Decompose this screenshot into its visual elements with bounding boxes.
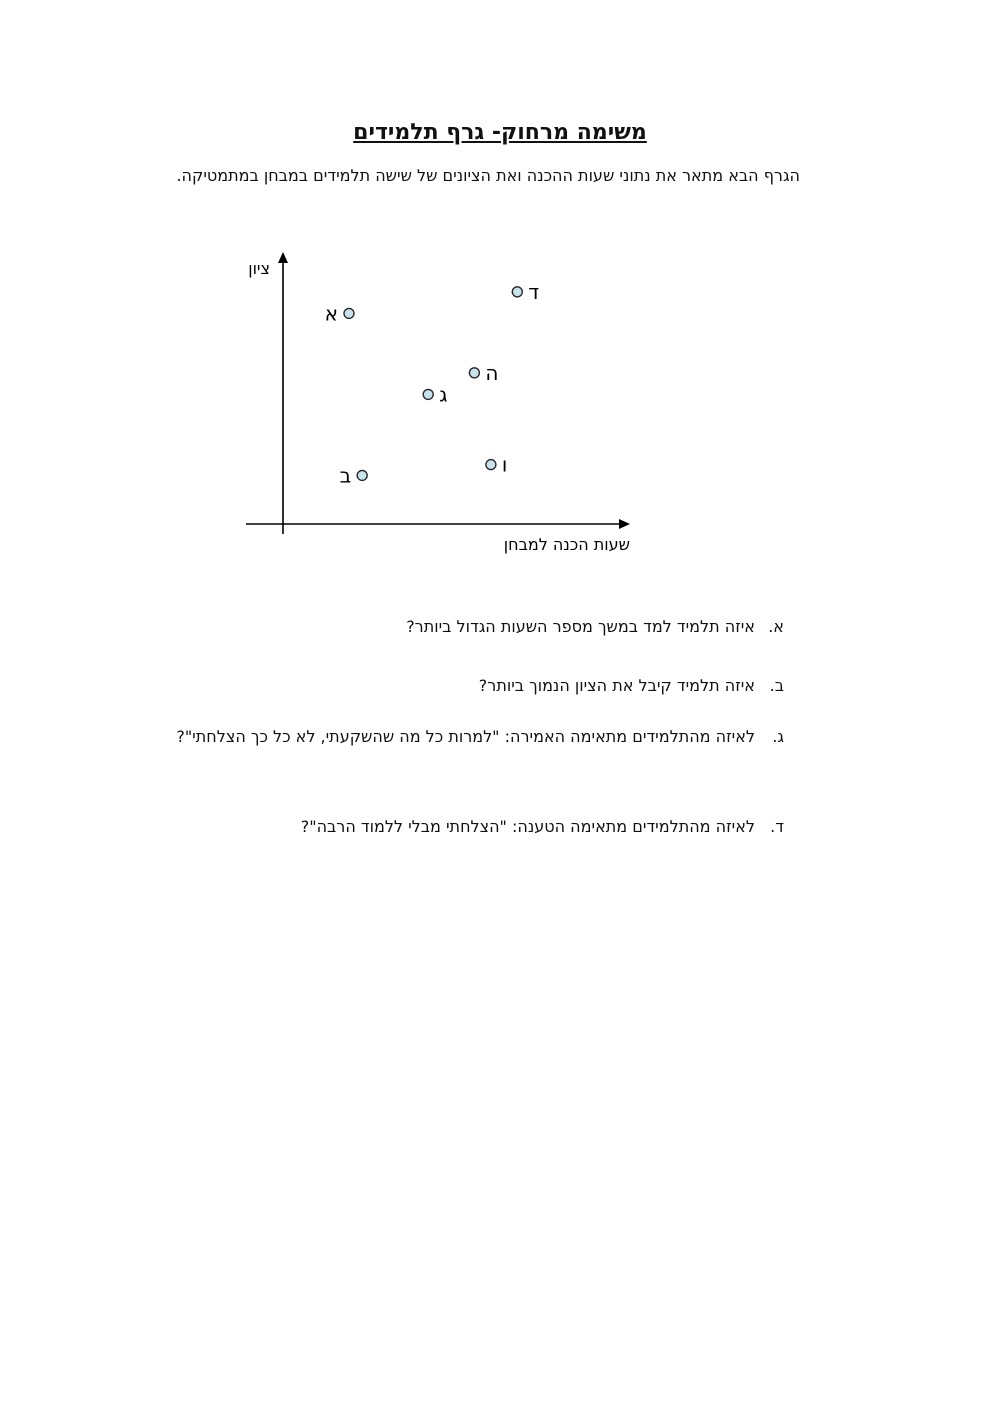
data-point-label-2: ב <box>339 463 352 488</box>
y-axis-arrow-icon <box>278 252 288 263</box>
question-4-number: ד. <box>770 817 784 836</box>
question-1-text: איזה תלמיד למד במשך מספר השעות הגדול ביותר? <box>406 617 755 636</box>
data-point-label-1: א <box>324 301 338 326</box>
question-2 <box>264 670 784 701</box>
data-point-4 <box>512 287 522 297</box>
question-3-number: ג. <box>772 727 784 746</box>
x-axis-arrow-icon <box>619 519 630 529</box>
data-point-label-6: ו <box>501 452 508 477</box>
data-point-1 <box>344 308 354 318</box>
question-3 <box>150 721 784 752</box>
intro-paragraph: הגרף הבא מתאר את נתוני שעות ההכנה ואת הציונים של שישה תלמידים במבחן במתמטיקה. <box>176 166 800 185</box>
scatter-chart <box>0 0 1000 600</box>
question-3-text: לאיזה מהתלמידים מתאימה האמירה: "למרות כל מה שהשקעתי, לא כל כך הצלחתי"? <box>176 727 755 746</box>
y-axis-label: ציון <box>248 259 270 278</box>
page-title: משימה מרחוק- גרף תלמידים <box>353 120 647 145</box>
data-point-label-3: ג <box>439 382 448 407</box>
data-point-label-5: ה <box>485 360 499 385</box>
question-2-text: איזה תלמיד קיבל את הציון הנמוך ביותר? <box>478 676 755 695</box>
data-point-3 <box>423 389 433 399</box>
question-1 <box>264 611 784 642</box>
question-1-number: א. <box>768 617 784 636</box>
x-axis-label: שעות הכנה למבחן <box>503 535 630 554</box>
data-point-2 <box>357 470 367 480</box>
data-points <box>325 280 540 488</box>
question-2-number: ב. <box>769 676 784 695</box>
question-4 <box>224 811 784 842</box>
question-4-text: לאיזה מהתלמידים מתאימה הטענה: "הצלחתי מבלי ללמוד הרבה"? <box>300 817 755 836</box>
data-point-label-4: ד <box>528 279 540 304</box>
data-point-5 <box>469 368 479 378</box>
data-point-6 <box>486 460 496 470</box>
